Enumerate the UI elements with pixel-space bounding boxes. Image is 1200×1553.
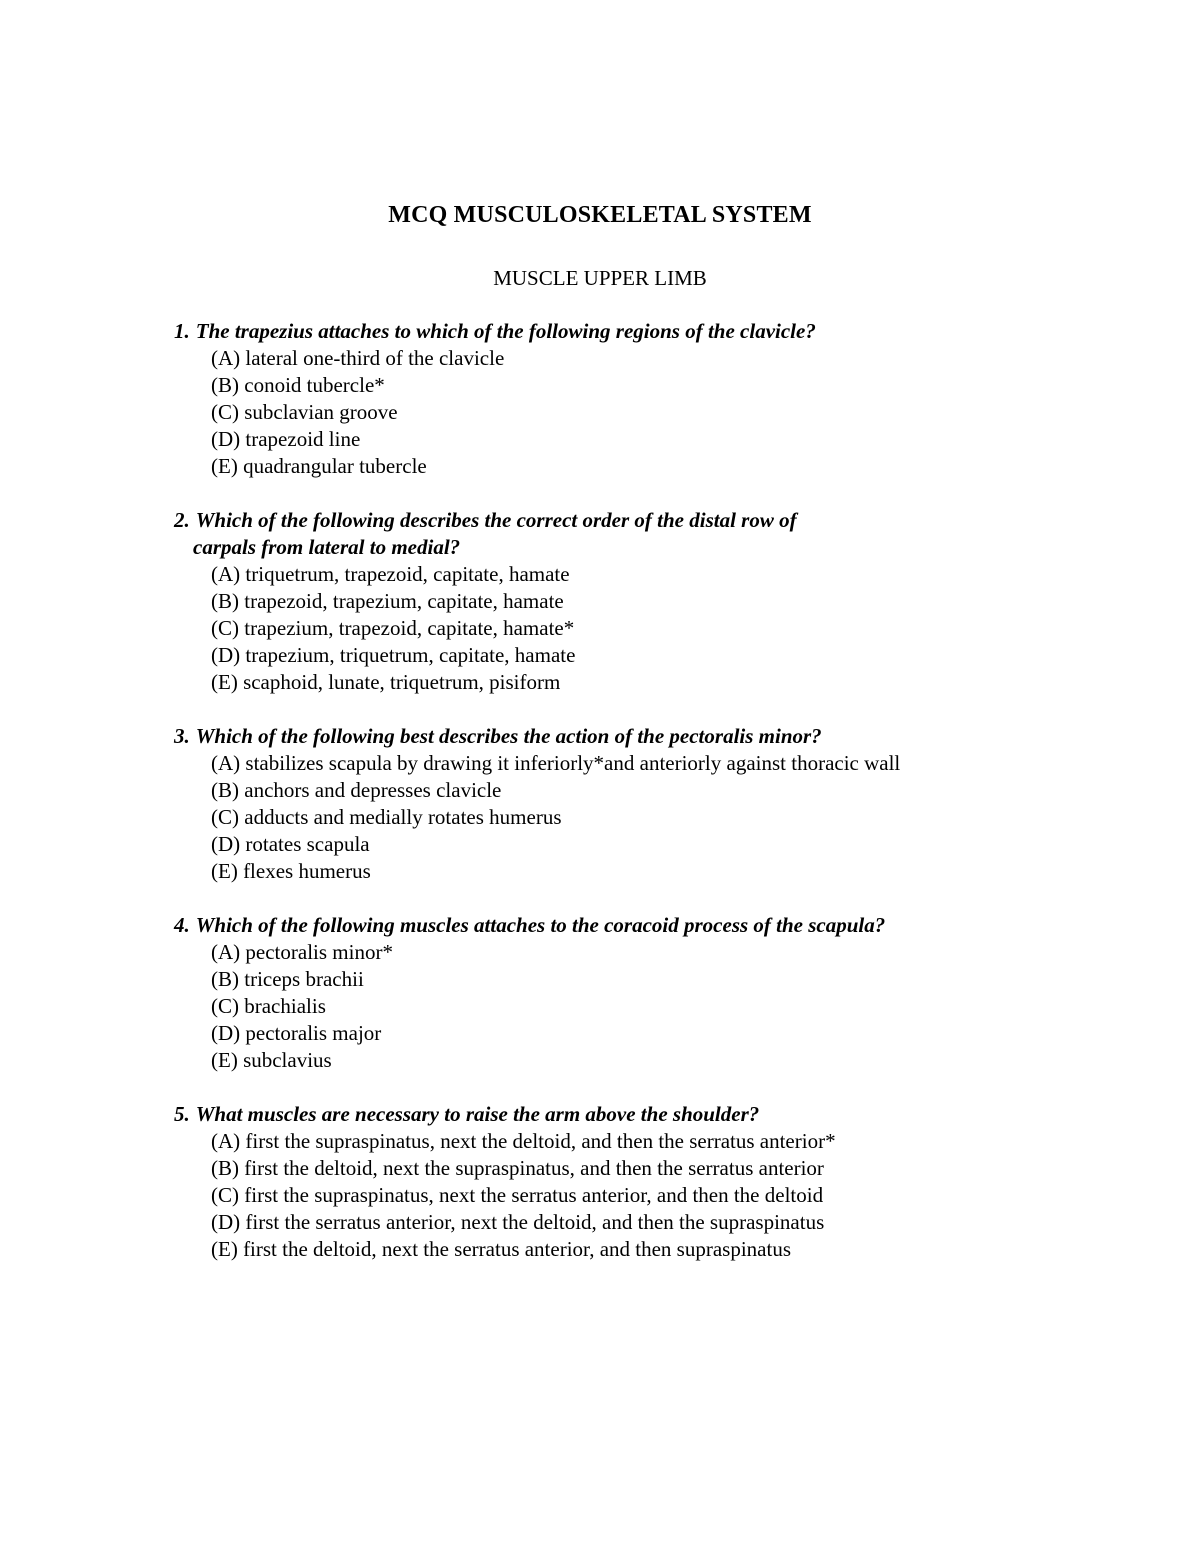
question-stem: Which of the following muscles attaches to the coracoid process of the scapula? bbox=[195, 913, 886, 937]
answer-option: (D) pectoralis major bbox=[211, 1021, 382, 1045]
answer-option: (E) subclavius bbox=[211, 1048, 332, 1072]
answer-option: (D) trapezoid line bbox=[211, 427, 361, 451]
answer-option: (C) subclavian groove bbox=[211, 400, 398, 424]
answer-option: (A) lateral one-third of the clavicle bbox=[211, 346, 505, 370]
answer-option: (E) quadrangular tubercle bbox=[211, 454, 427, 478]
answer-option: (C) brachialis bbox=[211, 994, 326, 1018]
question-number: 1. bbox=[174, 319, 190, 343]
answer-option: (E) scaphoid, lunate, triquetrum, pisiform bbox=[211, 670, 561, 694]
question-stem-continued: carpals from lateral to medial? bbox=[193, 535, 461, 559]
question-list bbox=[174, 318, 1174, 1290]
answer-option: (D) trapezium, triquetrum, capitate, hamate bbox=[211, 643, 576, 667]
answer-option: (E) flexes humerus bbox=[211, 859, 371, 883]
question-number: 2. bbox=[174, 508, 190, 532]
answer-option: (A) stabilizes scapula by drawing it inferiorly*and anteriorly against thoracic wall bbox=[211, 751, 901, 775]
answer-option: (A) first the supraspinatus, next the deltoid, and then the serratus anterior* bbox=[211, 1129, 836, 1153]
answer-option: (D) first the serratus anterior, next the deltoid, and then the supraspinatus bbox=[211, 1210, 825, 1234]
question-5 bbox=[174, 1101, 1174, 1263]
question-stem: Which of the following best describes the action of the pectoralis minor? bbox=[195, 724, 822, 748]
section-subtitle: MUSCLE UPPER LIMB bbox=[493, 266, 707, 290]
question-stem: What muscles are necessary to raise the arm above the shoulder? bbox=[195, 1102, 760, 1126]
answer-option: (A) triquetrum, trapezoid, capitate, hamate bbox=[211, 562, 570, 586]
answer-option: (B) first the deltoid, next the supraspinatus, and then the serratus anterior bbox=[211, 1156, 824, 1180]
question-text bbox=[174, 723, 1174, 750]
question-stem: Which of the following describes the correct order of the distal row of bbox=[195, 508, 797, 532]
answer-option: (B) triceps brachii bbox=[211, 967, 364, 991]
question-text bbox=[174, 507, 1174, 534]
question-number: 4. bbox=[174, 913, 190, 937]
answer-option: (C) adducts and medially rotates humerus bbox=[211, 805, 562, 829]
answer-option: (B) trapezoid, trapezium, capitate, hamate bbox=[211, 589, 564, 613]
answer-option: (E) first the deltoid, next the serratus anterior, and then supraspinatus bbox=[211, 1237, 791, 1261]
answer-option: (C) first the supraspinatus, next the serratus anterior, and then the deltoid bbox=[211, 1183, 824, 1207]
question-3 bbox=[174, 723, 1174, 885]
answer-option: (A) pectoralis minor* bbox=[211, 940, 393, 964]
answer-option: (B) anchors and depresses clavicle bbox=[211, 778, 502, 802]
question-number: 5. bbox=[174, 1102, 190, 1126]
answer-option: (B) conoid tubercle* bbox=[211, 373, 385, 397]
question-1 bbox=[174, 318, 1174, 480]
question-stem: The trapezius attaches to which of the following regions of the clavicle? bbox=[195, 319, 816, 343]
question-text bbox=[174, 912, 1174, 939]
question-2 bbox=[174, 507, 1174, 696]
question-number: 3. bbox=[174, 724, 190, 748]
answer-option: (C) trapezium, trapezoid, capitate, hamate* bbox=[211, 616, 575, 640]
question-text bbox=[174, 318, 1174, 345]
document-title: MCQ MUSCULOSKELETAL SYSTEM bbox=[388, 202, 812, 228]
question-4 bbox=[174, 912, 1174, 1074]
answer-option: (D) rotates scapula bbox=[211, 832, 370, 856]
question-text bbox=[174, 1101, 1174, 1128]
